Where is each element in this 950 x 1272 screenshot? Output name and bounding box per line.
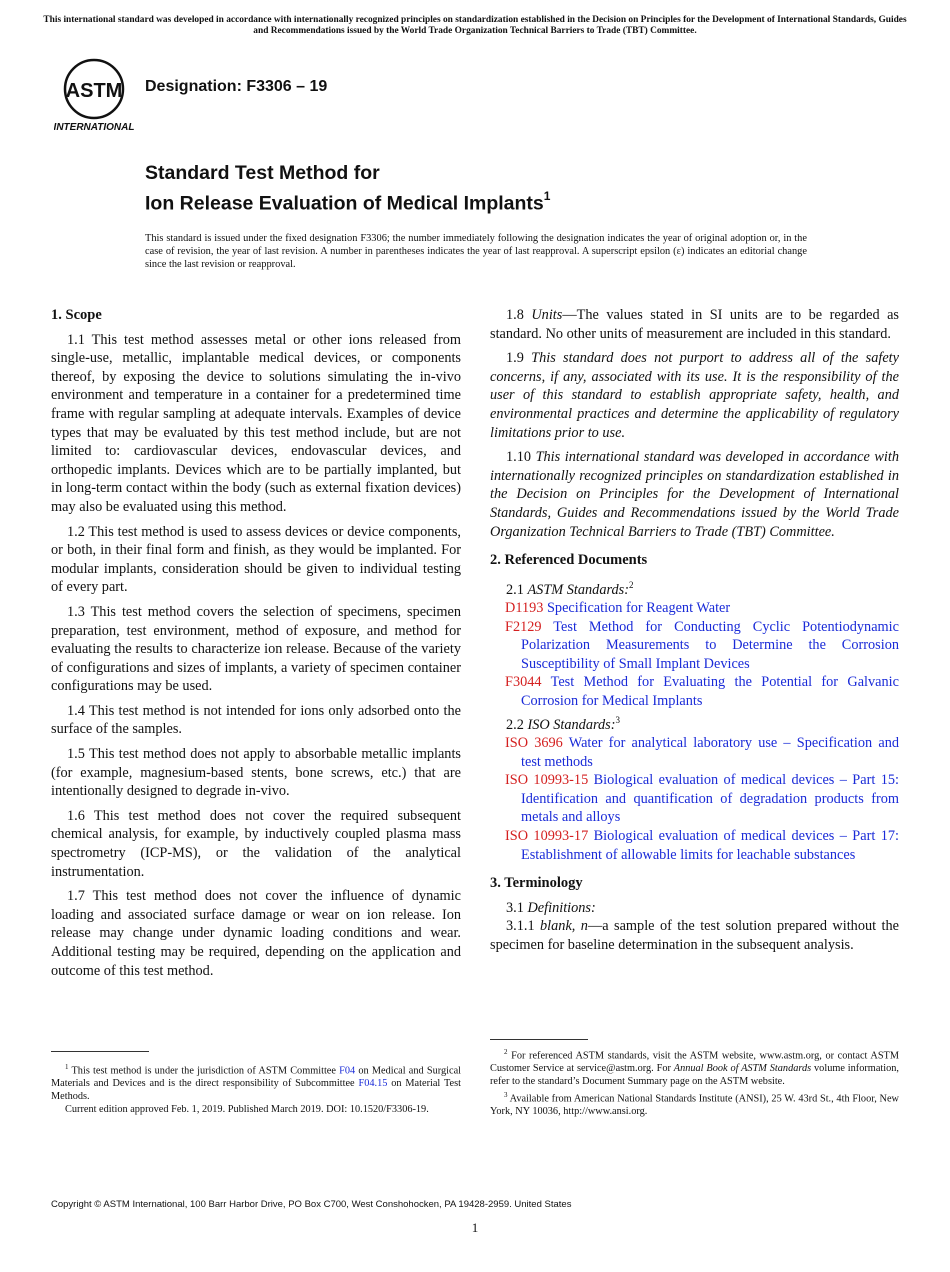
page-number: 1 xyxy=(471,1220,479,1235)
reference-code-link[interactable]: F2129 xyxy=(505,618,542,635)
copyright-notice: Copyright © ASTM International, 100 Barr Harbor Drive, PO Box C700, West Conshohocken, PA 19428-2959. United States xyxy=(51,1199,572,1210)
footnote-rule-right xyxy=(490,1039,588,1040)
title-line-1: Standard Test Method for xyxy=(145,162,380,184)
paragraph-1-8: 1.8 Units—The values stated in SI units are to be regarded as standard. No other units of measurement are included in this standard. xyxy=(490,307,899,342)
document-title xyxy=(145,161,550,217)
footnotes-left xyxy=(51,1061,461,1117)
reference-item xyxy=(490,599,899,618)
iso-standards-label: 2.2 ISO Standards:$^3$ xyxy=(506,714,620,733)
paragraph-1-1: 1.1 This test method assesses metal or other ions released from single-use, metallic, implantable medical devices, or components thereof, by exposing the device to solutions simulating the in-vivo environment and temperature in a container for a predetermined time frame with regular sampling at adequate intervals. Examples of device types that may be evaluated by this test method include, but are not limited to: cardiovascular devices, endovascular devices, and orthopedic implants. Devices which are to be partially implanted, but in long-term contact within the body (such as external fixation devices) may also be evaluated using this method. xyxy=(51,331,461,515)
iso-reference-list xyxy=(490,734,899,864)
right-column xyxy=(490,306,899,955)
paragraph-1-6: 1.6 This test method does not cover the required subsequent chemical analysis, for example, by inductively coupled plasma mass spectrometry (ICP-MS), or the validation of the analytical instrumentation. xyxy=(51,807,461,880)
reference-item xyxy=(490,827,899,864)
reference-item xyxy=(490,734,899,771)
top-notice: This international standard was developed in accordance with internationally recognized principles on standardization established in the Decision on Principles for the Development of International Standards, Guides and Recommendations issued by the World Trade Organization Technical Barriers to Trade (TBT) Committee. xyxy=(43,15,907,36)
reference-title-link[interactable]: Test Method for Evaluating the Potential for Galvanic Corrosion for Medical Implants xyxy=(521,674,899,710)
footnote-1: $^1$ This test method is under the jurisdiction of ASTM Committee F04 on Medical and Surgical Materials and Devices and is the direct responsibility of Subcommittee F04.15 on Material Test Methods. xyxy=(51,1063,462,1103)
paragraph-1-9: 1.9 This standard does not purport to address all of the safety concerns, if any, associated with its use. It is the responsibility of the user of this standard to establish appropriate safety, health, and environmental practices and determine the applicability of regulatory limitations prior to use. xyxy=(490,350,899,441)
section-heading-scope: 1. Scope xyxy=(51,307,102,323)
footnote-2: $^2$ For referenced ASTM standards, visit the ASTM website, www.astm.org, or contact ASTM Customer Service at service@astm.org. For Annual Book of ASTM Standards volume information, refer to the standard’s Document Summary page on the ASTM website. xyxy=(490,1048,900,1088)
paragraph-1-5: 1.5 This test method does not apply to absorbable metallic implants (for example, magnesium-based stents, bone screws, etc.) that are intentionally designed to degrade in-vivo. xyxy=(51,746,461,800)
footnote-3: $^3$ Available from American National Standards Institute (ANSI), 25 W. 43rd St., 4th Floor, New York, NY 10036, http://www.ansi.org. xyxy=(490,1091,899,1118)
paragraph-1-7: 1.7 This test method does not cover the influence of dynamic loading and associated surface damage or wear on ion release. Ion release may change under dynamic loading conditions and wear. Additional testing may be required, depending on the application and outcome of this test method. xyxy=(51,888,461,979)
paragraph-1-4: 1.4 This test method is not intended for ions only adsorbed onto the surface of the samples. xyxy=(51,702,461,738)
footnote-rule-left xyxy=(51,1051,149,1052)
reference-title-link[interactable]: Test Method for Conducting Cyclic Potentiodynamic Polarization Measurements to Determine the Corrosion Susceptibility of Small Implant Devices xyxy=(521,618,899,672)
committee-f04-link[interactable]: F04 xyxy=(339,1065,356,1077)
reference-title-link[interactable]: Water for analytical laboratory use – Specification and test methods xyxy=(521,735,899,770)
definition-blank: 3.1.1 blank, n—a sample of the test solution prepared without the specimen for baseline determination in the subsequent analysis. xyxy=(490,918,899,953)
paragraph-1-3: 1.3 This test method covers the selection of specimens, specimen preparation, test environment, method of exposure, and method for evaluating the results to characterize ion release. Because of the variety of configurations and sizes of implants, a variety of specimen container configurations may be used. xyxy=(51,603,461,695)
definitions-label: 3.1 Definitions: xyxy=(506,899,596,916)
section-heading-referenced-documents: 2. Referenced Documents xyxy=(490,552,648,569)
reference-title-link[interactable]: Biological evaluation of medical devices – Part 17: Establishment of allowable limits for leachable substances xyxy=(521,827,899,863)
title-footnote-mark: 1 xyxy=(543,189,551,203)
reference-title-link[interactable]: Specification for Reagent Water xyxy=(546,600,731,617)
reference-item xyxy=(490,618,899,674)
reference-code-link[interactable]: ISO 10993-15 xyxy=(505,772,589,789)
astm-standards-label: 2.1 ASTM Standards:$^2$ xyxy=(506,579,634,598)
subcommittee-f04-15-link[interactable]: F04.15 xyxy=(358,1078,388,1090)
reference-item xyxy=(490,771,899,827)
designation: Designation: F3306 – 19 xyxy=(145,78,328,95)
title-line-2: Ion Release Evaluation of Medical Implants xyxy=(145,192,544,215)
logo-text: ASTM xyxy=(65,80,123,102)
units-label: Units xyxy=(531,307,563,323)
section-heading-terminology: 3. Terminology xyxy=(490,875,583,892)
paragraph-1-10: 1.10 This international standard was developed in accordance with internationally recognized principles on standardization established in the Decision on Principles for the Development of International Standards, Guides and Recommendations issued by the World Trade Organization Technical Barriers to Trade (TBT) Committee. xyxy=(490,449,899,540)
intro-paragraph: This standard is issued under the fixed designation F3306; the number immediately following the designation indicates the year of original adoption or, in the case of revision, the year of last revision. A number in parentheses indicates the year of last reapproval. A superscript epsilon (ε) indicates an editorial change since the last revision or reapproval. xyxy=(145,233,807,270)
logo-subtext: INTERNATIONAL xyxy=(54,122,134,133)
left-column xyxy=(51,306,461,980)
reference-code-link[interactable]: ISO 10993-17 xyxy=(505,827,589,844)
reference-code-link[interactable]: D1193 xyxy=(505,600,544,617)
reference-title-link[interactable]: Biological evaluation of medical devices – Part 15: Identification and quantification of degradation products from metals and alloys xyxy=(521,772,899,826)
reference-code-link[interactable]: ISO 3696 xyxy=(505,735,563,751)
footnotes-right xyxy=(490,1046,899,1119)
reference-item xyxy=(490,673,899,710)
astm-logo xyxy=(54,57,134,133)
paragraph-1-2: 1.2 This test method is used to assess devices or device components, or both, in their final form and finish, as they would be implanted. For modular implants, consideration should be given to individual testing of every part. xyxy=(51,523,461,596)
astm-reference-list xyxy=(490,599,899,711)
reference-code-link[interactable]: F3044 xyxy=(505,674,542,691)
edition-note: Current edition approved Feb. 1, 2019. Published March 2019. DOI: 10.1520/F3306-19. xyxy=(65,1104,429,1116)
